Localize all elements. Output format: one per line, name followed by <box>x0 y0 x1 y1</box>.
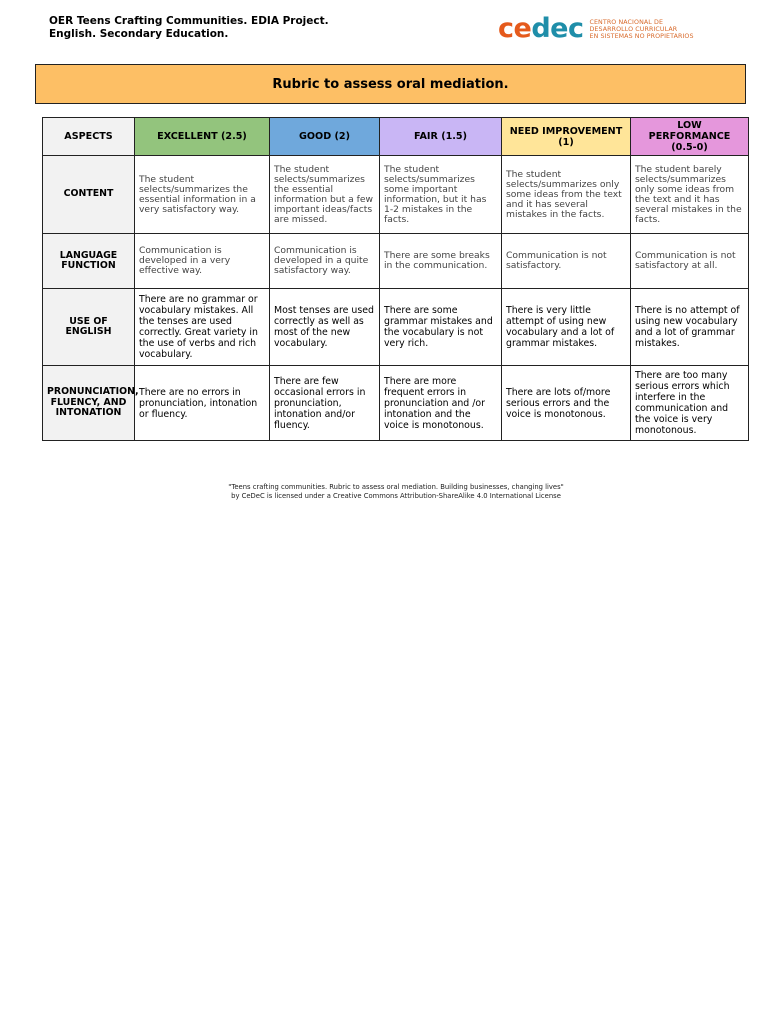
row-label-pronunciation: PRONUNCIATION, FLUENCY, AND INTONATION <box>43 366 135 441</box>
license-footer <box>0 483 768 501</box>
header-low-performance: LOW PERFORMANCE (0.5-0) <box>631 118 749 156</box>
table-row-language-function <box>43 234 749 289</box>
header-line-2: English. Secondary Education. <box>49 28 229 40</box>
cell-english-need-improvement: There is very little attempt of using new vocabulary and a lot of grammar mistakes. <box>502 289 631 366</box>
row-label-use-of-english: USE OF ENGLISH <box>43 289 135 366</box>
cell-content-good: The student selects/summarizes the essential information but a few important ideas/facts are missed. <box>270 156 380 234</box>
table-row-use-of-english <box>43 289 749 366</box>
header-need-improvement: NEED IMPROVEMENT (1) <box>502 118 631 156</box>
cell-content-excellent: The student selects/summarizes the essential information in a very satisfactory way. <box>135 156 270 234</box>
header-row <box>43 118 749 156</box>
footer-line-2: by CeDeC is licensed under a Creative Commons Attribution-ShareAlike 4.0 International License <box>231 492 561 500</box>
row-label-language-function: LANGUAGE FUNCTION <box>43 234 135 289</box>
cell-pronunciation-excellent: There are no errors in pronunciation, intonation or fluency. <box>135 366 270 441</box>
cell-language-need-improvement: Communication is not satisfactory. <box>502 234 631 289</box>
cell-english-fair: There are some grammar mistakes and the vocabulary is not very rich. <box>380 289 502 366</box>
cell-language-low-performance: Communication is not satisfactory at all. <box>631 234 749 289</box>
cedec-logo <box>498 14 694 44</box>
rubric-title: Rubric to assess oral mediation. <box>272 76 509 92</box>
document-header <box>49 15 329 41</box>
table-row-content <box>43 156 749 234</box>
cell-english-low-performance: There is no attempt of using new vocabulary and a lot of grammar mistakes. <box>631 289 749 366</box>
cell-pronunciation-need-improvement: There are lots of/more serious errors and the voice is monotonous. <box>502 366 631 441</box>
cell-pronunciation-low-performance: There are too many serious errors which interfere in the communication and the voice is very monotonous. <box>631 366 749 441</box>
cell-content-need-improvement: The student selects/summarizes only some ideas from the text and it has several mistakes in the facts. <box>502 156 631 234</box>
cell-english-excellent: There are no grammar or vocabulary mistakes. All the tenses are used correctly. Great variety in the use of verbs and rich vocabulary. <box>135 289 270 366</box>
logo-subtitle: CENTRO NACIONAL DE DESARROLLO CURRICULAR EN SISTEMAS NO PROPIETARIOS <box>589 18 694 40</box>
header-aspects: ASPECTS <box>43 118 135 156</box>
cell-pronunciation-good: There are few occasional errors in pronunciation, intonation and/or fluency. <box>270 366 380 441</box>
cell-language-excellent: Communication is developed in a very effective way. <box>135 234 270 289</box>
logo-wordmark: cedec <box>498 13 584 44</box>
cell-pronunciation-fair: There are more frequent errors in pronunciation and /or intonation and the voice is monotonous. <box>380 366 502 441</box>
cell-english-good: Most tenses are used correctly as well as most of the new vocabulary. <box>270 289 380 366</box>
cell-content-fair: The student selects/summarizes some important information, but it has 1-2 mistakes in the facts. <box>380 156 502 234</box>
footer-line-1: "Teens crafting communities. Rubric to assess oral mediation. Building businesses, changing lives" <box>228 483 564 491</box>
row-label-content: CONTENT <box>43 156 135 234</box>
header-good: GOOD (2) <box>270 118 380 156</box>
cell-language-good: Communication is developed in a quite satisfactory way. <box>270 234 380 289</box>
rubric-table <box>42 117 749 441</box>
cell-content-low-performance: The student barely selects/summarizes only some ideas from the text and it has several mistakes in the facts. <box>631 156 749 234</box>
header-excellent: EXCELLENT (2.5) <box>135 118 270 156</box>
table-row-pronunciation <box>43 366 749 441</box>
header-line-1: OER Teens Crafting Communities. EDIA Project. <box>49 15 329 27</box>
header-fair: FAIR (1.5) <box>380 118 502 156</box>
rubric-title-banner <box>35 64 746 104</box>
cell-language-fair: There are some breaks in the communication. <box>380 234 502 289</box>
